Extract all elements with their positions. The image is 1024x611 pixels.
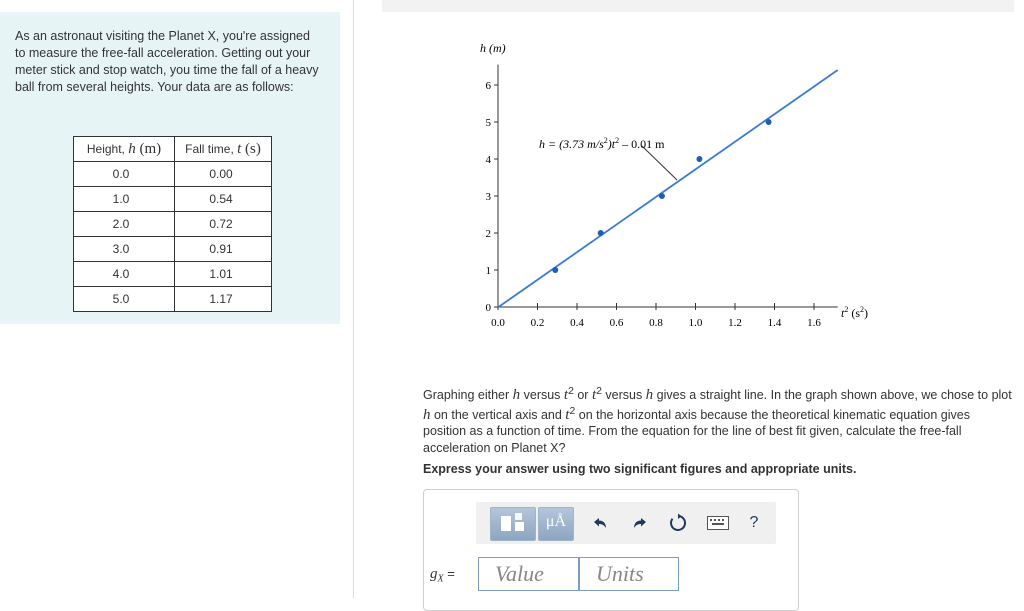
equation-leader-line bbox=[642, 146, 677, 180]
table-row bbox=[74, 162, 272, 187]
x-tick-label: 1.0 bbox=[688, 317, 703, 329]
table-header-time: Fall time, t (s) bbox=[175, 137, 272, 162]
y-ticks bbox=[486, 80, 499, 314]
x-tick-label: 0.2 bbox=[530, 317, 545, 329]
y-tick-label: 5 bbox=[485, 117, 491, 129]
data-table bbox=[73, 136, 272, 312]
time-cell: 0.91 bbox=[175, 237, 272, 262]
reset-icon[interactable] bbox=[666, 511, 690, 535]
height-cell: 2.0 bbox=[74, 212, 175, 237]
best-fit-line bbox=[498, 70, 838, 307]
table-header-height: Height, h (m) bbox=[74, 137, 175, 162]
redo-icon[interactable] bbox=[628, 511, 652, 535]
height-cell: 4.0 bbox=[74, 262, 175, 287]
header-band bbox=[382, 0, 1014, 12]
height-cell: 1.0 bbox=[74, 187, 175, 212]
data-point bbox=[766, 119, 772, 125]
time-cell: 1.17 bbox=[175, 287, 272, 312]
undo-icon[interactable] bbox=[588, 511, 612, 535]
table-row bbox=[74, 262, 272, 287]
y-tick-label: 0 bbox=[485, 302, 491, 314]
best-fit-graph bbox=[420, 30, 890, 340]
data-point bbox=[552, 267, 558, 273]
table-row bbox=[74, 187, 272, 212]
table-row bbox=[74, 212, 272, 237]
value-input[interactable] bbox=[478, 557, 579, 591]
answer-variable-label: $g_X$ = bbox=[430, 566, 455, 585]
answer-toolbar bbox=[476, 502, 776, 544]
help-icon[interactable]: ? bbox=[749, 514, 759, 531]
table-header-row bbox=[74, 137, 272, 162]
question-text: Graphing either h versus $t^2$ or $t^2$ versus h gives a straight line. In the graph shown above, we chose to plot h on the vertical axis and $t^2$ on the horizontal axis because the theoretical kinematic equation gives position as a function of time. From the equation for the line of best fit given, calculate the free-fall acceleration on Planet X? bbox=[423, 386, 1012, 455]
x-axis-label: $t^2$ $(s^2)$ bbox=[841, 305, 869, 320]
x-tick-label: 1.2 bbox=[728, 317, 742, 329]
y-tick-label: 1 bbox=[485, 265, 491, 277]
data-point bbox=[598, 230, 604, 236]
x-tick-label: 0.6 bbox=[609, 317, 624, 329]
x-tick-label: 1.6 bbox=[807, 317, 821, 329]
height-cell: 3.0 bbox=[74, 237, 175, 262]
y-axis-label: h (m) bbox=[480, 41, 506, 55]
y-tick-label: 4 bbox=[485, 154, 491, 166]
keyboard-icon[interactable] bbox=[706, 511, 730, 535]
answer-instruction: Express your answer using two significant figures and appropriate units. bbox=[423, 462, 857, 476]
equation-label: h = (3.73 $m/s^2)t^2 - 0.01$ m bbox=[539, 136, 665, 151]
data-point bbox=[696, 156, 702, 162]
x-tick-label: 0.8 bbox=[649, 317, 663, 329]
problem-panel bbox=[0, 12, 340, 324]
table-row bbox=[74, 237, 272, 262]
y-tick-label: 6 bbox=[485, 80, 491, 92]
time-cell: 0.54 bbox=[175, 187, 272, 212]
y-tick-label: 2 bbox=[485, 228, 491, 240]
units-input[interactable] bbox=[579, 557, 679, 591]
height-cell: 5.0 bbox=[74, 287, 175, 312]
time-cell: 0.00 bbox=[175, 162, 272, 187]
x-tick-label: 0.4 bbox=[570, 317, 584, 329]
table-row bbox=[74, 287, 272, 312]
x-tick-label: 1.4 bbox=[767, 317, 782, 329]
height-cell: 0.0 bbox=[74, 162, 175, 187]
column-divider bbox=[353, 0, 354, 598]
data-point bbox=[659, 193, 665, 199]
templates-button[interactable] bbox=[490, 507, 536, 541]
problem-intro: As an astronaut visiting the Planet X, you're assigned to measure the free-fall acceleration. Getting out your meter stick and stop watch, you time the fall of a heavy ball from several heights. Your data are as follows: bbox=[15, 29, 319, 94]
units-button-label: μÅ bbox=[545, 513, 567, 530]
y-tick-label: 3 bbox=[485, 191, 491, 203]
units-button[interactable] bbox=[538, 507, 574, 541]
time-cell: 1.01 bbox=[175, 262, 272, 287]
templates-icon bbox=[491, 508, 535, 540]
graph-axes bbox=[498, 65, 838, 307]
time-cell: 0.72 bbox=[175, 212, 272, 237]
x-tick-label: 0.0 bbox=[491, 317, 505, 329]
